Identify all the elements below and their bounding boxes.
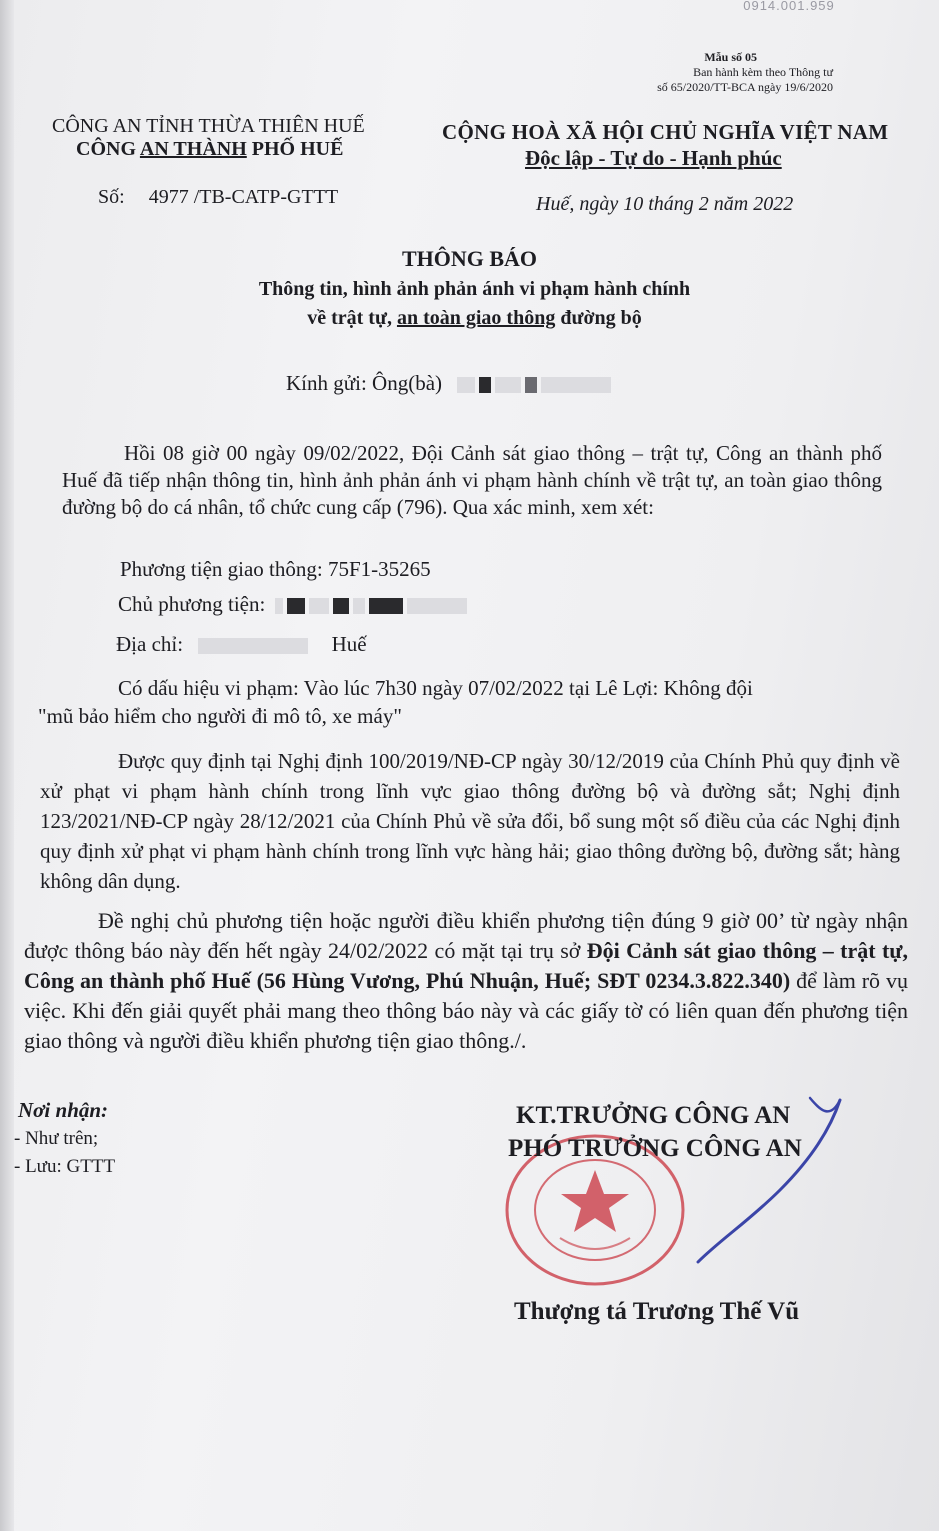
addressee-label: Kính gửi: Ông(bà) (286, 371, 443, 395)
redaction (495, 377, 521, 393)
redaction (541, 377, 611, 393)
violation-line-2: "mũ bảo hiểm cho người đi mô tô, xe máy" (38, 704, 402, 728)
redaction (287, 598, 305, 614)
form-issued-line1: Ban hành kèm theo Thông tư (693, 65, 833, 79)
owner-label: Chủ phương tiện: (118, 592, 266, 616)
paragraph-legal-basis: Được quy định tại Nghị định 100/2019/NĐ-CP ngày 30/12/2019 của Chính Phủ quy định về xử phạt vi phạm hành chính trong lĩnh vực giao thông đường bộ và đường sắt; Nghị định 123/2021/NĐ-CP ngày 28/12/2021 của Chính Phủ về sửa đổi, bổ sung một số điều của các Nghị định quy định xử phạt vi phạm hành chính trong lĩnh vực hàng hải; giao thông đường bộ, đường sắt; hàng không dân dụng. (40, 749, 900, 893)
redaction (309, 598, 329, 614)
signature-title-1: KT.TRƯỞNG CÔNG AN (516, 1102, 791, 1129)
recipient-item: - Lưu: GTTT (14, 1156, 116, 1177)
document-date: Huế, ngày 10 tháng 2 năm 2022 (536, 193, 794, 215)
document-number (98, 186, 338, 209)
document-title: THÔNG BÁO (401, 246, 538, 271)
request-text-c: để làm rõ vụ việc. Khi đến giải quyết phải mang theo thông báo này và các giấy tờ có liên quan đến phương tiện giao thông và người điều khiển phương tiện giao thông./. (24, 968, 908, 1053)
redaction (369, 598, 403, 614)
form-issued-line2: số 65/2020/TT-BCA ngày 19/6/2020 (657, 80, 833, 94)
document-number-value: 4977 /TB-CATP-GTTT (148, 186, 339, 208)
recipients-heading: Nơi nhận: (18, 1098, 109, 1122)
recipient-item: - Như trên; (14, 1128, 99, 1149)
agency-name-a: CÔNG (76, 138, 140, 160)
redaction (479, 377, 491, 393)
document-number-label: Số: (98, 186, 125, 208)
owner-line (118, 592, 467, 617)
request-office: Đội Cảnh sát giao thông – trật tự, Công an thành phố Huế (56 Hùng Vương, Phú Nhuận, Huế; SĐT 0234.3.822.340) (24, 938, 908, 993)
signer-name: Thượng tá Trương Thế Vũ (514, 1298, 800, 1325)
subtitle-2-b: an toàn giao thông (396, 307, 556, 329)
subtitle-2-c: đường bộ (555, 307, 642, 329)
redaction (407, 598, 467, 614)
address-label: Địa chỉ: (116, 632, 184, 656)
signature-title-2: PHÓ TRƯỞNG CÔNG AN (508, 1135, 802, 1162)
paragraph-request (24, 906, 908, 1056)
republic-title: CỘNG HOÀ XÃ HỘI CHỦ NGHĨA VIỆT NAM (442, 120, 889, 144)
agency-name (76, 138, 343, 161)
agency-name-c: PHỐ HUẾ (246, 138, 344, 160)
paragraph-intro: Hồi 08 giờ 00 ngày 09/02/2022, Đội Cảnh sát giao thông – trật tự, Công an thành phố Huế đã tiếp nhận thông tin, hình ảnh phản ánh vi phạm hành chính về trật tự, an toàn giao thông đường bộ do cá nhân, tổ chức cung cấp (796). Qua xác minh, xem xét: (62, 441, 882, 519)
document-subtitle-2 (0, 307, 939, 330)
address-line (116, 632, 367, 657)
address-city: Huế (331, 632, 367, 656)
redaction (525, 377, 537, 393)
header-strip: 0914.001.959 (743, 0, 835, 13)
addressee (286, 371, 611, 396)
violation-line-1: Có dấu hiệu vi phạm: Vào lúc 7h30 ngày 07/02/2022 tại Lê Lợi: Không đội (118, 676, 753, 700)
request-text-a: Đề nghị chủ phương tiện hoặc người điều khiển phương tiện đúng 9 giờ 00’ từ ngày nhận được thông báo này đến hết ngày 24/02/2022 có mặt tại trụ sở (24, 908, 908, 963)
subtitle-2-a: về trật tự, (307, 307, 397, 329)
vehicle-line: Phương tiện giao thông: 75F1-35265 (120, 557, 431, 581)
republic-motto: Độc lập - Tự do - Hạnh phúc (525, 146, 782, 170)
redaction (333, 598, 349, 614)
redaction (457, 377, 475, 393)
form-issued (657, 65, 833, 95)
redaction (275, 598, 283, 614)
document-subtitle-1: Thông tin, hình ảnh phản ánh vi phạm hành chính (258, 278, 691, 300)
redaction (198, 638, 308, 654)
agency-name-b: AN THÀNH (139, 138, 247, 160)
agency-parent: CÔNG AN TỈNH THỪA THIÊN HUẾ (52, 115, 365, 137)
form-number: Mẫu số 05 (704, 50, 757, 64)
paper-edge (0, 0, 14, 1531)
redaction (353, 598, 365, 614)
